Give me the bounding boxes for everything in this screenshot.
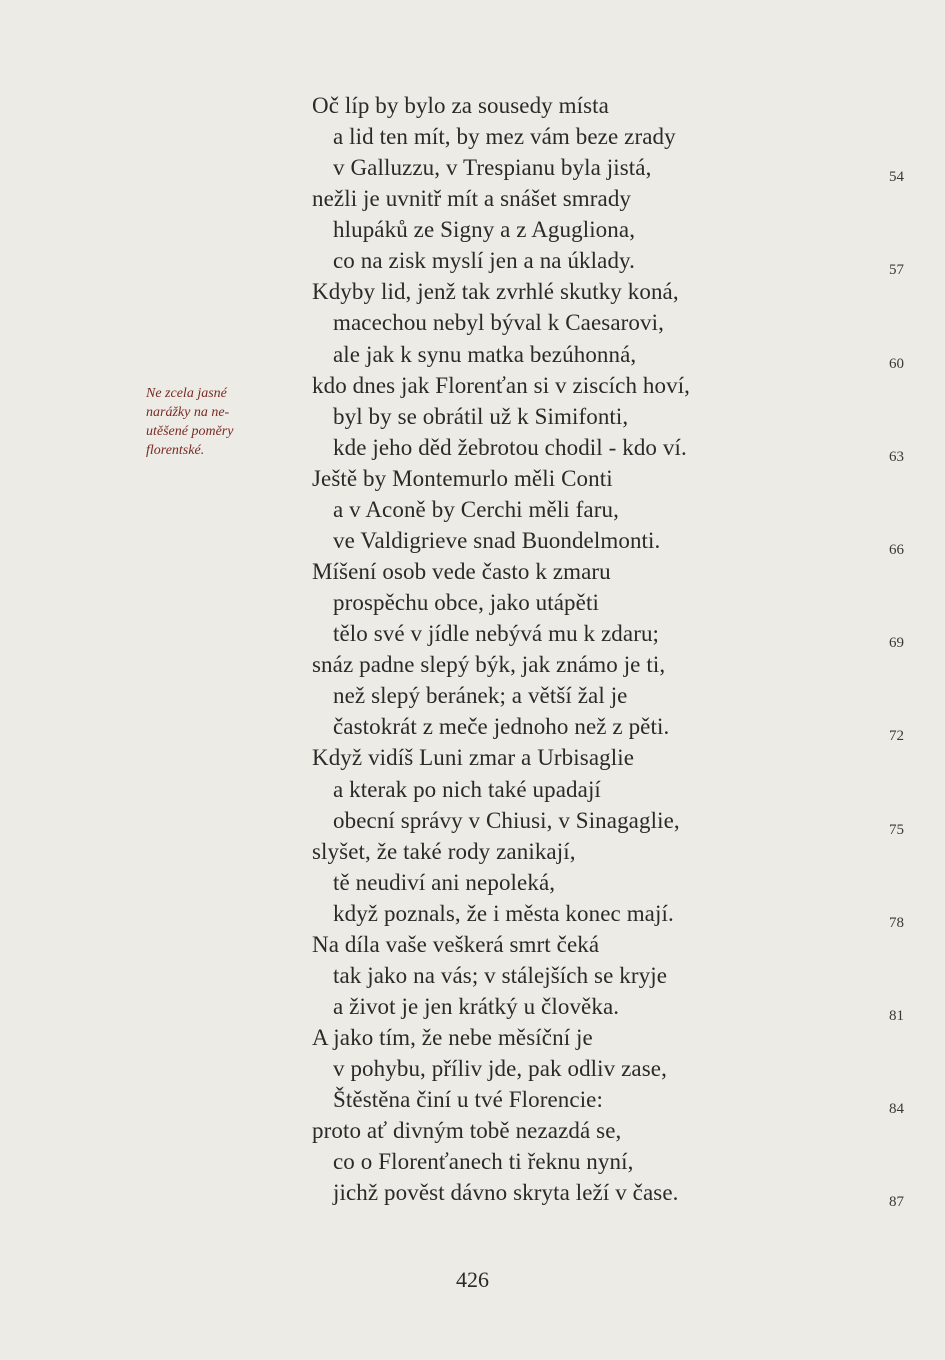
verse-line: byl by se obrátil už k Simifonti, (333, 403, 629, 429)
verse-line: Štěstěna činí u tvé Florencie: (333, 1087, 603, 1113)
margin-note-line: utěšené poměry (146, 424, 234, 439)
verse-line: slyšet, že také rody zanikají, (312, 838, 576, 864)
line-number: 69 (889, 635, 904, 652)
verse-line: v pohybu, příliv jde, pak odliv zase, (333, 1056, 667, 1082)
verse-line: obecní správy v Chiusi, v Sinagaglie, (333, 807, 680, 833)
verse-line: a život je jen krátký u člověka. (333, 994, 620, 1020)
verse-line: než slepý beránek; a větší žal je (333, 683, 628, 709)
verse-line: co o Florenťanech ti řeknu nyní, (333, 1149, 634, 1175)
verse-line: Když vidíš Luni zmar a Urbisaglie (312, 745, 635, 771)
line-number: 81 (889, 1008, 904, 1025)
line-number: 72 (889, 728, 904, 745)
line-number: 84 (889, 1101, 904, 1118)
line-number: 87 (889, 1194, 904, 1211)
verse-line: Kdyby lid, jenž tak zvrhlé skutky koná, (312, 279, 679, 305)
verse-line: A jako tím, že nebe měsíční je (312, 1025, 593, 1051)
margin-note-line: narážky na ne- (146, 405, 230, 420)
line-number: 66 (889, 541, 904, 558)
verse-line: ale jak k synu matka bezúhonná, (333, 341, 637, 367)
verse-line: proto ať divným tobě nezazdá se, (312, 1118, 622, 1144)
margin-note (146, 384, 276, 460)
verse-line: a lid ten mít, by mez vám beze zrady (333, 124, 676, 150)
verse-line: Ještě by Montemurlo měli Conti (312, 465, 613, 491)
verse-line: když poznals, že i města konec mají. (333, 900, 674, 926)
verse-line: nežli je uvnitř mít a snášet smrady (312, 186, 632, 212)
line-number: 63 (889, 448, 904, 465)
verse-line: co na zisk myslí jen a na úklady. (333, 248, 636, 274)
line-number: 54 (889, 169, 904, 186)
verse-line: ve Valdigrieve snad Buondelmonti. (333, 527, 661, 553)
verse-line: kdo dnes jak Florenťan si v ziscích hoví, (312, 372, 691, 398)
verse-line: Oč líp by bylo za sousedy místa (312, 93, 609, 118)
line-number: 57 (889, 262, 904, 279)
verse-line: a kterak po nich také upadají (333, 776, 601, 802)
verse-line: Míšení osob vede často k zmaru (312, 559, 611, 585)
verse-line: macechou nebyl býval k Caesarovi, (333, 310, 664, 336)
margin-note-line: Ne zcela jasné (146, 386, 227, 401)
margin-note-line: florentské. (146, 443, 205, 458)
verse-line: a v Aconě by Cerchi měli faru, (333, 496, 619, 522)
verse-line: jichž pověst dávno skryta leží v čase. (333, 1180, 679, 1206)
page-number: 426 (456, 1267, 489, 1292)
line-number: 75 (889, 821, 904, 838)
verse-line: Na díla vaše veškerá smrt čeká (312, 931, 600, 957)
verse-line: tělo své v jídle nebývá mu k zdaru; (333, 621, 660, 647)
verse-line: prospěchu obce, jako utápěti (333, 590, 599, 616)
verse-line: častokrát z meče jednoho než z pěti. (333, 714, 670, 740)
line-number: 78 (889, 914, 904, 931)
line-number: 60 (889, 355, 904, 372)
verse-line: tě neudiví ani nepoleká, (333, 869, 556, 895)
verse-line: hlupáků ze Signy a z Agugliona, (333, 217, 636, 243)
verse-line: v Galluzzu, v Trespianu byla jistá, (333, 155, 652, 181)
verse-line: snáz padne slepý býk, jak známo je ti, (312, 652, 666, 678)
verse-line: kde jeho děd žebrotou chodil - kdo ví. (333, 434, 687, 460)
verse-line: tak jako na vás; v stálejších se kryje (333, 962, 668, 988)
